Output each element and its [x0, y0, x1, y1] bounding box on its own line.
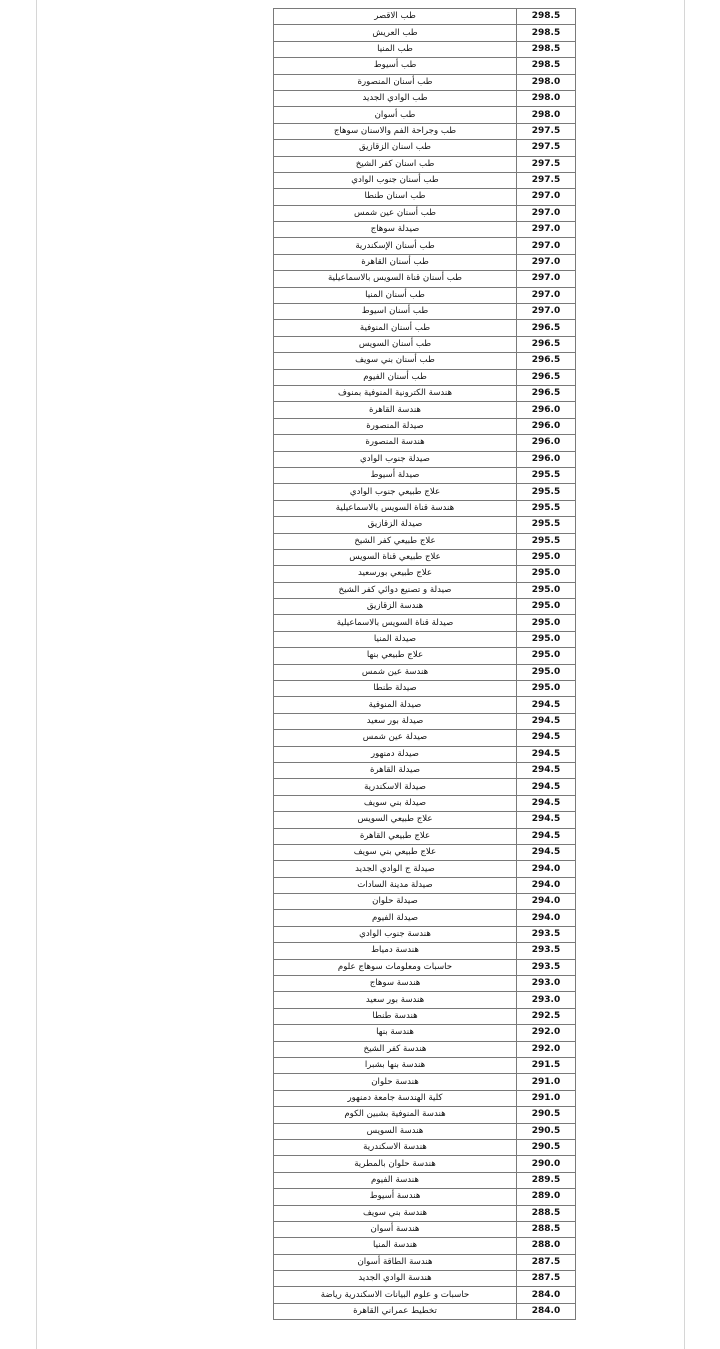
faculty-name-cell: صيدلة طنطا [274, 681, 517, 697]
table-row [274, 1271, 576, 1287]
table-row [274, 1189, 576, 1205]
table-row [274, 681, 576, 697]
score-cell: 293.0 [517, 976, 576, 992]
table-row [274, 271, 576, 287]
faculty-name-cell: طب الوادي الجديد [274, 90, 517, 106]
table-row [274, 582, 576, 598]
faculty-name-cell: طب المنيا [274, 41, 517, 57]
table-row [274, 1172, 576, 1188]
faculty-name-cell: حاسبات ومعلومات سوهاج علوم [274, 959, 517, 975]
table-row [274, 992, 576, 1008]
table-row [274, 861, 576, 877]
faculty-name-cell: هندسة الكترونية المنوفية بمنوف [274, 385, 517, 401]
score-cell: 298.5 [517, 25, 576, 41]
faculty-name-cell: طب أسنان اسيوط [274, 304, 517, 320]
page-left-edge [36, 0, 37, 1349]
table-row [274, 1025, 576, 1041]
faculty-name-cell: صيدلة و تصنيع دوائي كفر الشيخ [274, 582, 517, 598]
score-cell: 297.0 [517, 271, 576, 287]
faculty-name-cell: هندسة السويس [274, 1123, 517, 1139]
table-row [274, 1205, 576, 1221]
score-cell: 288.0 [517, 1238, 576, 1254]
faculty-name-cell: طب الاقصر [274, 9, 517, 25]
score-cell: 284.0 [517, 1287, 576, 1303]
faculty-name-cell: هندسة الوادي الجديد [274, 1271, 517, 1287]
table-row [274, 238, 576, 254]
table-row [274, 894, 576, 910]
table-row [274, 1090, 576, 1106]
table-row [274, 140, 576, 156]
table-row [274, 1008, 576, 1024]
table-row [274, 484, 576, 500]
table-row [274, 943, 576, 959]
faculty-name-cell: هندسة بنها بشبرا [274, 1058, 517, 1074]
score-cell: 293.0 [517, 992, 576, 1008]
score-cell: 298.0 [517, 90, 576, 106]
faculty-name-cell: طب أسنان المنيا [274, 287, 517, 303]
score-cell: 298.0 [517, 107, 576, 123]
score-cell: 293.5 [517, 926, 576, 942]
faculty-name-cell: علاج طبيعي بني سويف [274, 844, 517, 860]
score-cell: 295.5 [517, 500, 576, 516]
faculty-name-cell: صيدلة المنصورة [274, 418, 517, 434]
score-cell: 284.0 [517, 1303, 576, 1319]
faculty-name-cell: طب وجراحة الفم والاسنان سوهاج [274, 123, 517, 139]
score-cell: 297.0 [517, 205, 576, 221]
table-row [274, 287, 576, 303]
score-cell: 296.5 [517, 336, 576, 352]
score-cell: 296.0 [517, 402, 576, 418]
faculty-name-cell: صيدلة أسيوط [274, 467, 517, 483]
score-cell: 287.5 [517, 1271, 576, 1287]
faculty-name-cell: تخطيط عمراني القاهرة [274, 1303, 517, 1319]
table-row [274, 1238, 576, 1254]
score-cell: 298.5 [517, 9, 576, 25]
table-row [274, 254, 576, 270]
score-cell: 294.5 [517, 762, 576, 778]
score-cell: 296.0 [517, 418, 576, 434]
score-cell: 297.5 [517, 140, 576, 156]
faculty-name-cell: صيدلة الفيوم [274, 910, 517, 926]
page-right-edge [684, 0, 685, 1349]
score-cell: 295.5 [517, 484, 576, 500]
faculty-name-cell: صيدلة بور سعيد [274, 713, 517, 729]
faculty-name-cell: علاج طبيعي السويس [274, 812, 517, 828]
table-row [274, 222, 576, 238]
faculty-name-cell: طب اسنان الزقازيق [274, 140, 517, 156]
faculty-name-cell: هندسة أسيوط [274, 1189, 517, 1205]
score-cell: 293.5 [517, 943, 576, 959]
score-cell: 294.0 [517, 894, 576, 910]
faculty-name-cell: هندسة الطاقة أسوان [274, 1254, 517, 1270]
score-cell: 294.0 [517, 910, 576, 926]
faculty-name-cell: طب أسنان جنوب الوادي [274, 172, 517, 188]
score-cell: 297.0 [517, 254, 576, 270]
scores-table-body [274, 9, 576, 1320]
faculty-name-cell: علاج طبيعي جنوب الوادي [274, 484, 517, 500]
faculty-name-cell: صيدلة مدينة السادات [274, 877, 517, 893]
table-row [274, 205, 576, 221]
table-row [274, 402, 576, 418]
table-row [274, 1123, 576, 1139]
faculty-name-cell: طب اسنان كفر الشيخ [274, 156, 517, 172]
score-cell: 295.0 [517, 549, 576, 565]
table-row [274, 812, 576, 828]
faculty-name-cell: طب أسنان المنصورة [274, 74, 517, 90]
faculty-name-cell: هندسة سوهاج [274, 976, 517, 992]
faculty-name-cell: صيدلة القاهرة [274, 762, 517, 778]
faculty-name-cell: هندسة عين شمس [274, 664, 517, 680]
table-row [274, 713, 576, 729]
table-row [274, 697, 576, 713]
score-cell: 292.0 [517, 1041, 576, 1057]
table-row [274, 1221, 576, 1237]
table-row [274, 418, 576, 434]
table-row [274, 1254, 576, 1270]
faculty-name-cell: طب أسنان قناة السويس بالاسماعيلية [274, 271, 517, 287]
table-row [274, 74, 576, 90]
faculty-name-cell: صيدلة ج الوادي الجديد [274, 861, 517, 877]
score-cell: 294.5 [517, 779, 576, 795]
score-cell: 298.5 [517, 41, 576, 57]
score-cell: 294.5 [517, 812, 576, 828]
faculty-name-cell: صيدلة حلوان [274, 894, 517, 910]
faculty-name-cell: هندسة الفيوم [274, 1172, 517, 1188]
faculty-name-cell: هندسة المنوفية بشبين الكوم [274, 1107, 517, 1123]
score-cell: 292.0 [517, 1025, 576, 1041]
score-cell: 290.5 [517, 1123, 576, 1139]
faculty-name-cell: هندسة قناة السويس بالاسماعيلية [274, 500, 517, 516]
score-cell: 294.5 [517, 730, 576, 746]
score-cell: 294.5 [517, 713, 576, 729]
score-cell: 298.5 [517, 58, 576, 74]
score-cell: 297.5 [517, 123, 576, 139]
score-cell: 296.5 [517, 369, 576, 385]
table-row [274, 451, 576, 467]
table-row [274, 467, 576, 483]
faculty-name-cell: صيدلة جنوب الوادي [274, 451, 517, 467]
score-cell: 294.5 [517, 828, 576, 844]
faculty-name-cell: طب أسنان السويس [274, 336, 517, 352]
score-cell: 295.0 [517, 664, 576, 680]
faculty-name-cell: هندسة أسوان [274, 1221, 517, 1237]
table-row [274, 1139, 576, 1155]
table-row [274, 795, 576, 811]
score-cell: 297.5 [517, 172, 576, 188]
faculty-name-cell: هندسة بني سويف [274, 1205, 517, 1221]
score-cell: 289.5 [517, 1172, 576, 1188]
score-cell: 296.0 [517, 435, 576, 451]
faculty-name-cell: طب أسنان المنوفية [274, 320, 517, 336]
faculty-name-cell: صيدلة قناة السويس بالاسماعيلية [274, 615, 517, 631]
score-cell: 295.0 [517, 648, 576, 664]
score-cell: 297.0 [517, 304, 576, 320]
table-row [274, 976, 576, 992]
faculty-name-cell: صيدلة الزقازيق [274, 517, 517, 533]
faculty-name-cell: هندسة كفر الشيخ [274, 1041, 517, 1057]
faculty-name-cell: هندسة بنها [274, 1025, 517, 1041]
score-cell: 295.5 [517, 467, 576, 483]
faculty-name-cell: هندسة حلوان بالمطرية [274, 1156, 517, 1172]
faculty-name-cell: حاسبات و علوم البيانات الاسكندرية رياضة [274, 1287, 517, 1303]
faculty-name-cell: صيدلة المنيا [274, 631, 517, 647]
table-row [274, 1156, 576, 1172]
table-row [274, 9, 576, 25]
table-row [274, 533, 576, 549]
score-cell: 295.0 [517, 599, 576, 615]
faculty-name-cell: هندسة دمياط [274, 943, 517, 959]
score-cell: 296.5 [517, 385, 576, 401]
table-row [274, 926, 576, 942]
score-cell: 296.0 [517, 451, 576, 467]
faculty-name-cell: طب أسنان القاهرة [274, 254, 517, 270]
table-row [274, 517, 576, 533]
score-cell: 295.0 [517, 615, 576, 631]
faculty-name-cell: هندسة الزقازيق [274, 599, 517, 615]
table-row [274, 41, 576, 57]
table-row [274, 172, 576, 188]
score-cell: 292.5 [517, 1008, 576, 1024]
table-row [274, 500, 576, 516]
score-cell: 294.0 [517, 861, 576, 877]
score-cell: 291.0 [517, 1090, 576, 1106]
score-cell: 295.0 [517, 566, 576, 582]
score-cell: 296.5 [517, 320, 576, 336]
score-cell: 297.0 [517, 287, 576, 303]
score-cell: 295.5 [517, 517, 576, 533]
table-row [274, 762, 576, 778]
faculty-name-cell: هندسة القاهرة [274, 402, 517, 418]
table-row [274, 1303, 576, 1319]
score-cell: 294.5 [517, 746, 576, 762]
table-row [274, 58, 576, 74]
score-cell: 291.0 [517, 1074, 576, 1090]
score-cell: 294.5 [517, 795, 576, 811]
faculty-name-cell: علاج طبيعي بنها [274, 648, 517, 664]
faculty-name-cell: صيدلة المنوفية [274, 697, 517, 713]
table-row [274, 1058, 576, 1074]
score-cell: 294.0 [517, 877, 576, 893]
score-cell: 298.0 [517, 74, 576, 90]
faculty-name-cell: صيدلة بني سويف [274, 795, 517, 811]
score-cell: 296.5 [517, 353, 576, 369]
table-row [274, 435, 576, 451]
faculty-name-cell: علاج طبيعي بورسعيد [274, 566, 517, 582]
score-cell: 295.0 [517, 582, 576, 598]
table-row [274, 648, 576, 664]
table-row [274, 615, 576, 631]
faculty-name-cell: طب اسنان طنطا [274, 189, 517, 205]
table-row [274, 90, 576, 106]
table-row [274, 828, 576, 844]
faculty-name-cell: طب أسنان عين شمس [274, 205, 517, 221]
faculty-name-cell: علاج طبيعي كفر الشيخ [274, 533, 517, 549]
score-cell: 289.0 [517, 1189, 576, 1205]
score-cell: 287.5 [517, 1254, 576, 1270]
faculty-name-cell: هندسة المنيا [274, 1238, 517, 1254]
faculty-name-cell: صيدلة دمنهور [274, 746, 517, 762]
table-row [274, 631, 576, 647]
score-cell: 295.0 [517, 631, 576, 647]
faculty-name-cell: طب العريش [274, 25, 517, 41]
table-row [274, 25, 576, 41]
table-row [274, 877, 576, 893]
score-cell: 288.5 [517, 1205, 576, 1221]
table-row [274, 959, 576, 975]
faculty-name-cell: صيدلة عين شمس [274, 730, 517, 746]
score-cell: 297.5 [517, 156, 576, 172]
table-row [274, 779, 576, 795]
table-row [274, 304, 576, 320]
table-row [274, 353, 576, 369]
table-row [274, 730, 576, 746]
faculty-name-cell: صيدلة الاسكندرية [274, 779, 517, 795]
score-cell: 290.5 [517, 1139, 576, 1155]
faculty-name-cell: علاج طبيعي القاهرة [274, 828, 517, 844]
score-cell: 297.0 [517, 222, 576, 238]
table-row [274, 123, 576, 139]
score-cell: 293.5 [517, 959, 576, 975]
score-cell: 290.5 [517, 1107, 576, 1123]
table-row [274, 1107, 576, 1123]
table-row [274, 156, 576, 172]
score-cell: 297.0 [517, 189, 576, 205]
scores-table [273, 8, 576, 1320]
faculty-name-cell: طب أسنان الفيوم [274, 369, 517, 385]
score-cell: 297.0 [517, 238, 576, 254]
faculty-name-cell: هندسة طنطا [274, 1008, 517, 1024]
table-row [274, 1074, 576, 1090]
faculty-name-cell: هندسة بور سعيد [274, 992, 517, 1008]
table-row [274, 385, 576, 401]
faculty-name-cell: علاج طبيعي قناة السويس [274, 549, 517, 565]
table-row [274, 189, 576, 205]
score-cell: 288.5 [517, 1221, 576, 1237]
table-row [274, 910, 576, 926]
score-cell: 291.5 [517, 1058, 576, 1074]
table-row [274, 566, 576, 582]
table-row [274, 549, 576, 565]
scores-table-container[interactable] [273, 8, 573, 1320]
table-row [274, 664, 576, 680]
faculty-name-cell: هندسة حلوان [274, 1074, 517, 1090]
score-cell: 294.5 [517, 844, 576, 860]
score-cell: 295.5 [517, 533, 576, 549]
table-row [274, 746, 576, 762]
score-cell: 295.0 [517, 681, 576, 697]
table-row [274, 599, 576, 615]
faculty-name-cell: صيدلة سوهاج [274, 222, 517, 238]
table-row [274, 844, 576, 860]
faculty-name-cell: هندسة الاسكندرية [274, 1139, 517, 1155]
table-row [274, 1287, 576, 1303]
faculty-name-cell: طب أسنان الإسكندرية [274, 238, 517, 254]
faculty-name-cell: هندسة جنوب الوادي [274, 926, 517, 942]
faculty-name-cell: طب أسيوط [274, 58, 517, 74]
faculty-name-cell: طب أسوان [274, 107, 517, 123]
table-row [274, 369, 576, 385]
score-cell: 290.0 [517, 1156, 576, 1172]
score-cell: 294.5 [517, 697, 576, 713]
table-row [274, 1041, 576, 1057]
faculty-name-cell: كلية الهندسة جامعة دمنهور [274, 1090, 517, 1106]
table-row [274, 320, 576, 336]
faculty-name-cell: هندسة المنصورة [274, 435, 517, 451]
faculty-name-cell: طب أسنان بني سويف [274, 353, 517, 369]
table-row [274, 107, 576, 123]
table-row [274, 336, 576, 352]
